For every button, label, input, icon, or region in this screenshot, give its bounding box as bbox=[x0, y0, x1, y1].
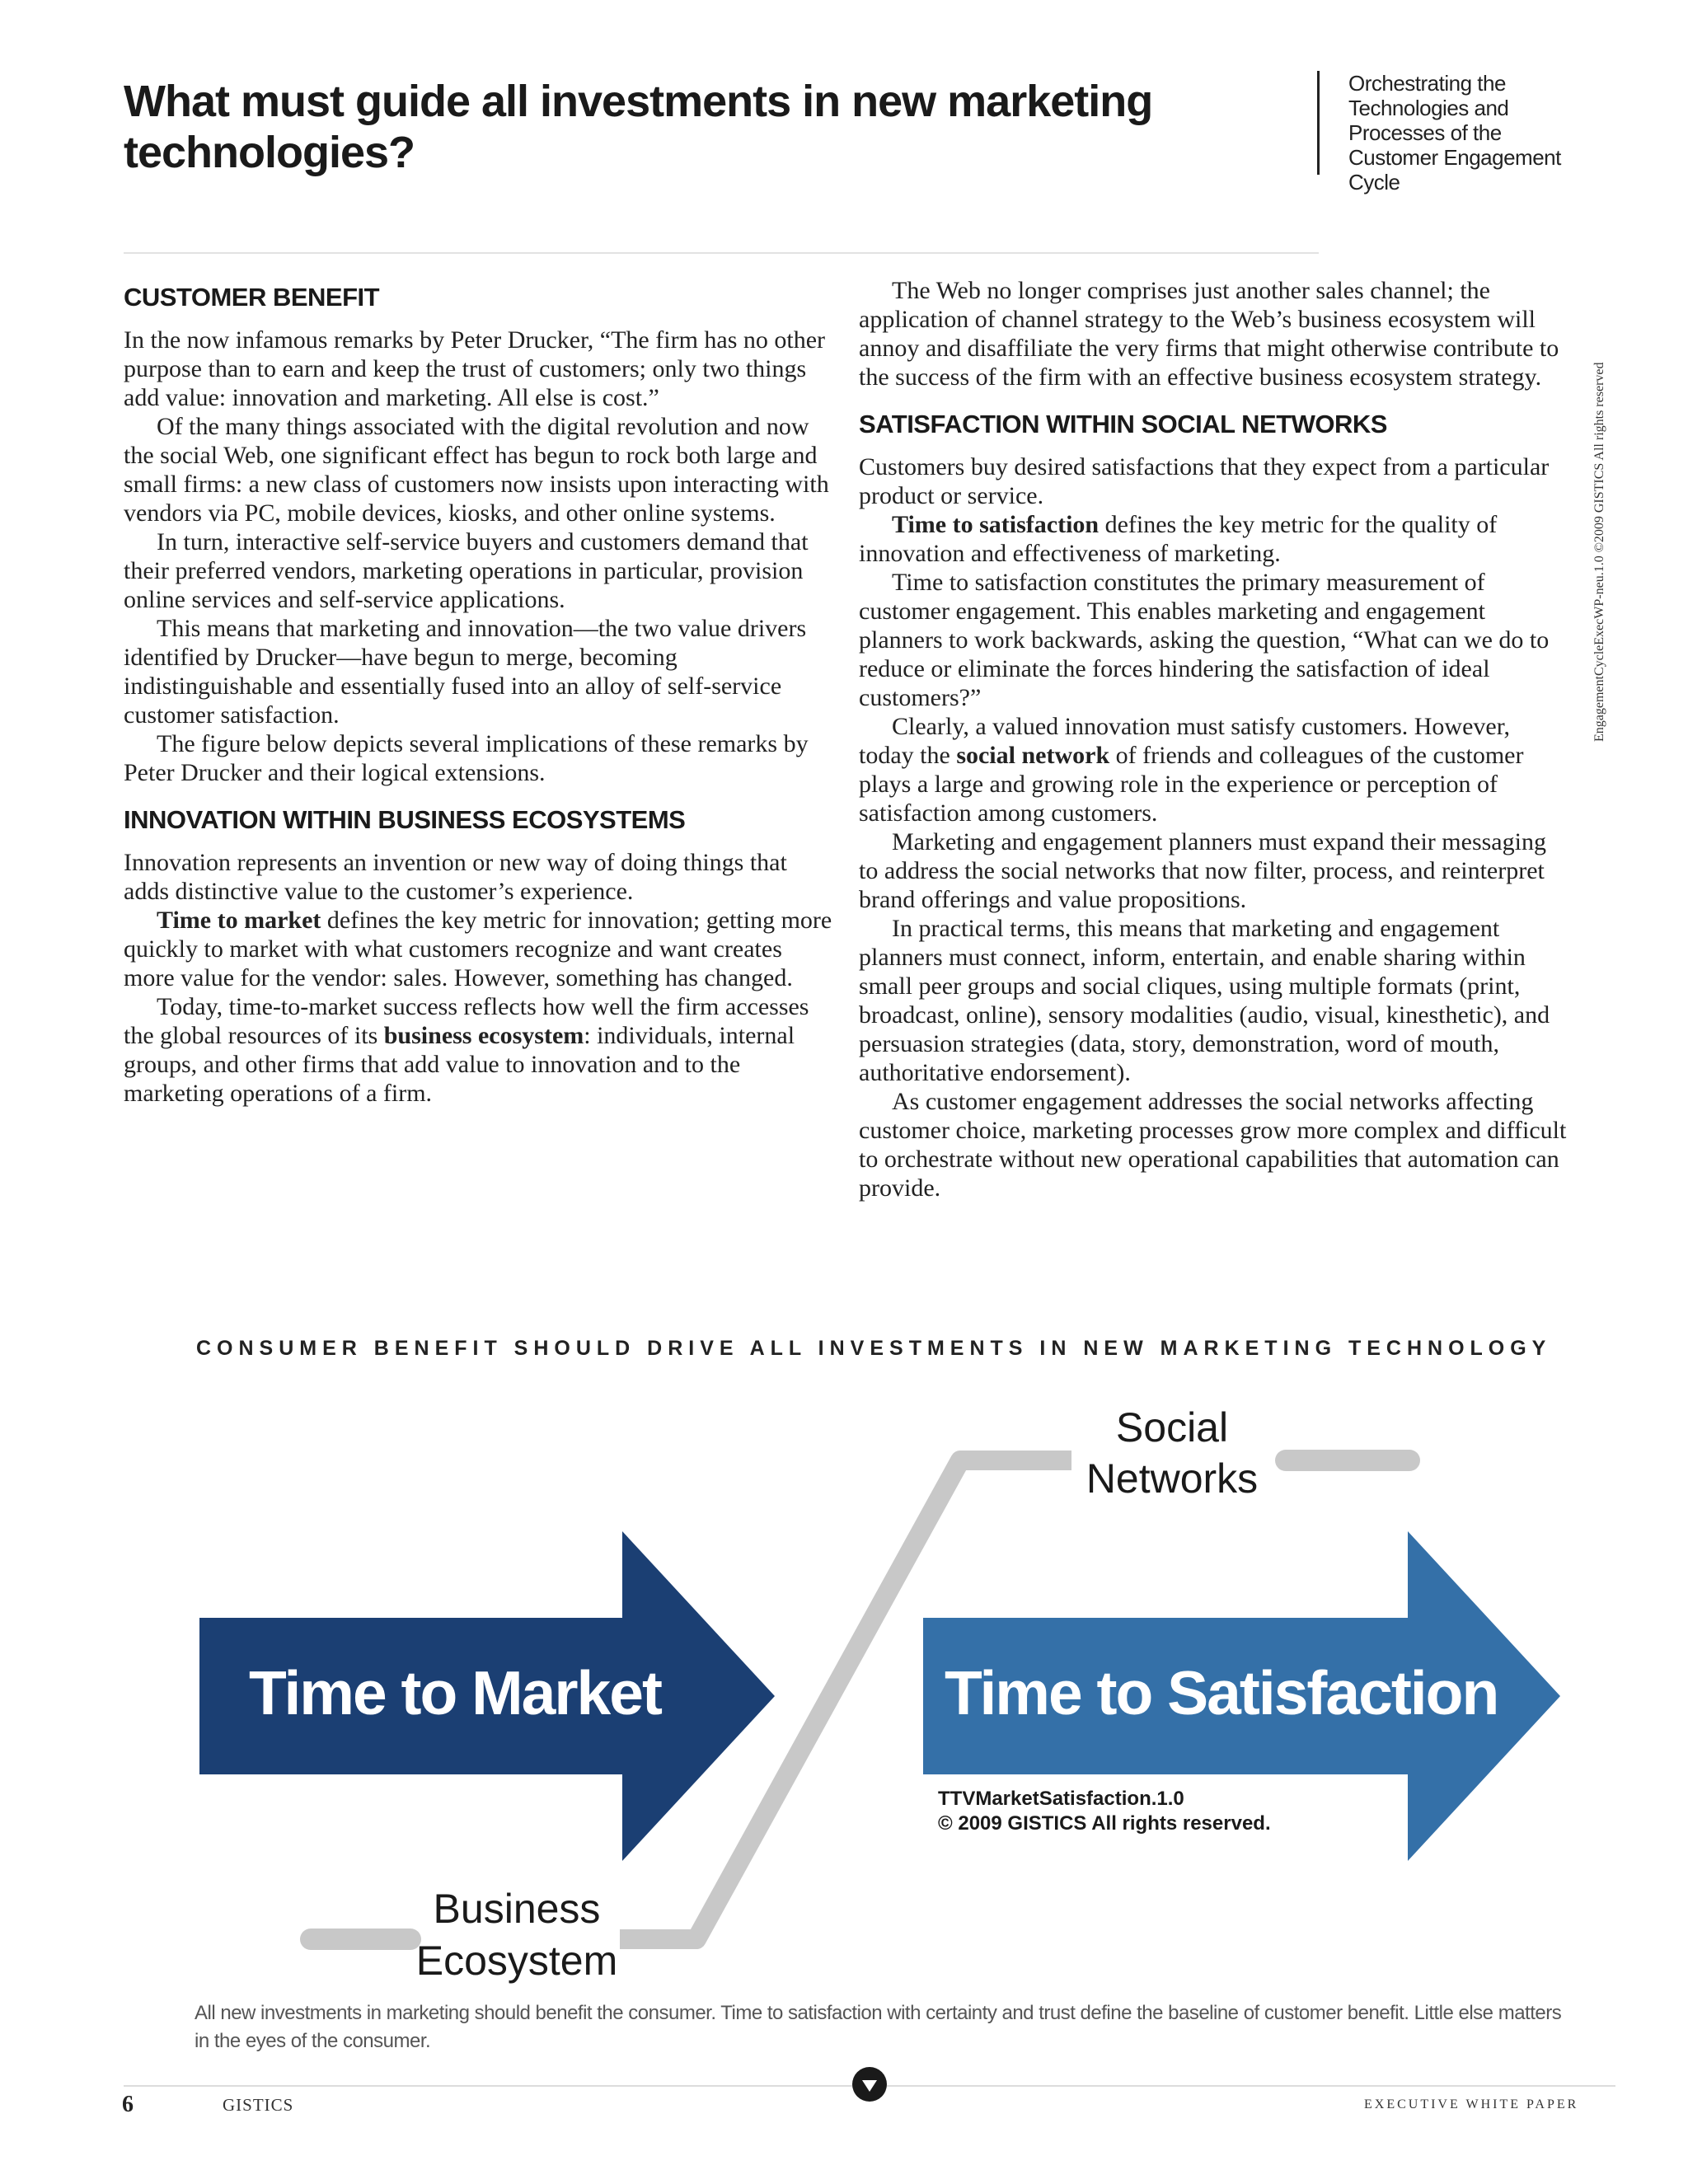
paragraph: In turn, interactive self-service buyers and customers demand that their preferred vendors, marketing operations in particular, provision online services and self-service applications. bbox=[124, 528, 809, 613]
paragraph bbox=[859, 712, 1568, 827]
paragraph-text: defines the key metric for innovation; getting more quickly to market with what customers recognize and want creates more value for the vendor: sales. However, something has changed. bbox=[124, 907, 832, 991]
left-column bbox=[124, 283, 832, 1108]
section-heading-satisfaction: SATISFACTION WITHIN SOCIAL NETWORKS bbox=[859, 410, 1387, 438]
header-divider bbox=[1317, 71, 1320, 175]
paragraph: Of the many things associated with the digital revolution and now the social Web, one significant effect has begun to rock both large and small firms: a new class of customers now insists upon interacting with vendors via PC, mobile devices, kiosks, and other online systems. bbox=[124, 413, 829, 527]
paragraph: Marketing and engagement planners must expand their messaging to address the social networks that now filter, process, and reinterpret brand offerings and value propositions. bbox=[859, 828, 1546, 913]
paragraph-text: Today, time-to-market success reflects how well the firm accesses the global resources of its bbox=[124, 993, 809, 1049]
paragraph-text: of friends and colleagues of the customer plays a large and growing role in the experience or perception of satisfaction among customers. bbox=[859, 742, 1524, 827]
bold-term: business ecosystem bbox=[383, 1022, 584, 1049]
paragraph: This means that marketing and innovation—the two value drivers identified by Drucker—have begun to merge, becoming indistinguishable and essentially fused into an alloy of self-service customer satisfaction. bbox=[124, 615, 807, 729]
series-label: Orchestrating the Technologies and Processes of the Customer Engagement Cycle bbox=[1348, 71, 1561, 194]
header-rule bbox=[124, 252, 1319, 254]
paragraph: The Web no longer comprises just another sales channel; the application of channel strategy to the Web’s business ecosystem will annoy and disaffiliate the very firms that might otherwise contribute to the success of the firm with an effective business ecosystem strategy. bbox=[859, 277, 1559, 391]
business-ecosystem-label-line2: Ecosystem bbox=[415, 1938, 618, 1984]
section-heading-customer-benefit: CUSTOMER BENEFIT bbox=[124, 283, 380, 312]
bold-term: social network bbox=[956, 742, 1110, 769]
business-ecosystem-label-line1: Business bbox=[433, 1886, 601, 1932]
paragraph: Time to satisfaction constitutes the primary measurement of customer engagement. This enables marketing and engagement planners to work backwards, asking the question, “What can we do to reduce or eliminate the forces hindering the satisfaction of ideal customers?” bbox=[859, 569, 1550, 711]
figure-title: CONSUMER BENEFIT SHOULD DRIVE ALL INVESTMENTS IN NEW MARKETING TECHNOLOGY bbox=[196, 1337, 1552, 1360]
paragraph: As customer engagement addresses the social networks affecting customer choice, marketing processes grow more complex and difficult to orchestrate without new operational capabilities that automation can provide. bbox=[859, 1088, 1567, 1202]
section-heading-innovation: INNOVATION WITHIN BUSINESS ECOSYSTEMS bbox=[124, 805, 686, 834]
paragraph bbox=[124, 992, 832, 1108]
paragraph: In the now infamous remarks by Peter Drucker, “The firm has no other purpose than to earn and keep the trust of customers; only two things add value: innovation and marketing. All else is cost.” bbox=[124, 326, 826, 411]
paragraph: Innovation represents an invention or new way of doing things that adds distinctive value to the customer’s experience. bbox=[124, 849, 787, 905]
figure-caption: All new investments in marketing should benefit the consumer. Time to satisfaction with certainty and trust define the baseline of customer benefit. Little else matters in the eyes of the consumer. bbox=[195, 2002, 1562, 2052]
social-networks-label-line1: Social bbox=[1115, 1404, 1229, 1451]
figure-credit-line1: TTVMarketSatisfaction.1.0 bbox=[938, 1788, 1184, 1810]
vertical-copyright-note: EngagementCycleExecWP-neu.1.0 ©2009 GISTICS All rights reserved bbox=[1592, 362, 1606, 742]
paragraph-text: : individuals, internal groups, and other firms that add value to innovation and to the marketing operations of a firm. bbox=[124, 1022, 795, 1107]
paragraph-text: Clearly, a valued innovation must satisfy customers. However, today the bbox=[859, 713, 1511, 769]
time-to-satisfaction-label: Time to Satisfaction bbox=[945, 1658, 1498, 1727]
bold-term: Time to satisfaction bbox=[892, 511, 1100, 538]
page-number: 6 bbox=[122, 2092, 134, 2117]
diagram bbox=[0, 1385, 1688, 1994]
page-marker-icon bbox=[852, 2067, 887, 2102]
paragraph: In practical terms, this means that marketing and engagement planners must connect, inform, entertain, and enable sharing within small peer groups and social cliques, using multiple formats (print, broadcast, online), sensory modalities (audio, visual, kinesthetic), and persuasion strategies (data, story, demonstration, word of mouth, authoritative endorsement). bbox=[859, 915, 1550, 1086]
paragraph-text: defines the key metric for the quality of innovation and effectiveness of marketing. bbox=[859, 511, 1498, 567]
social-networks-label-line2: Networks bbox=[1085, 1455, 1259, 1502]
footer-brand: GISTICS bbox=[223, 2095, 294, 2115]
paragraph bbox=[124, 906, 832, 992]
bold-term: Time to market bbox=[157, 907, 321, 934]
figure-credit-line2: © 2009 GISTICS All rights reserved. bbox=[938, 1812, 1271, 1835]
right-column bbox=[859, 276, 1568, 1202]
paragraph: The figure below depicts several implications of these remarks by Peter Drucker and their logical extensions. bbox=[124, 730, 809, 786]
page-title: What must guide all investments in new marketing technologies? bbox=[124, 77, 1153, 177]
paragraph bbox=[859, 510, 1568, 568]
paragraph: Customers buy desired satisfactions that they expect from a particular product or service. bbox=[859, 453, 1550, 509]
time-to-market-label: Time to Market bbox=[249, 1658, 661, 1727]
footer-doc-type: EXECUTIVE WHITE PAPER bbox=[1364, 2097, 1579, 2111]
